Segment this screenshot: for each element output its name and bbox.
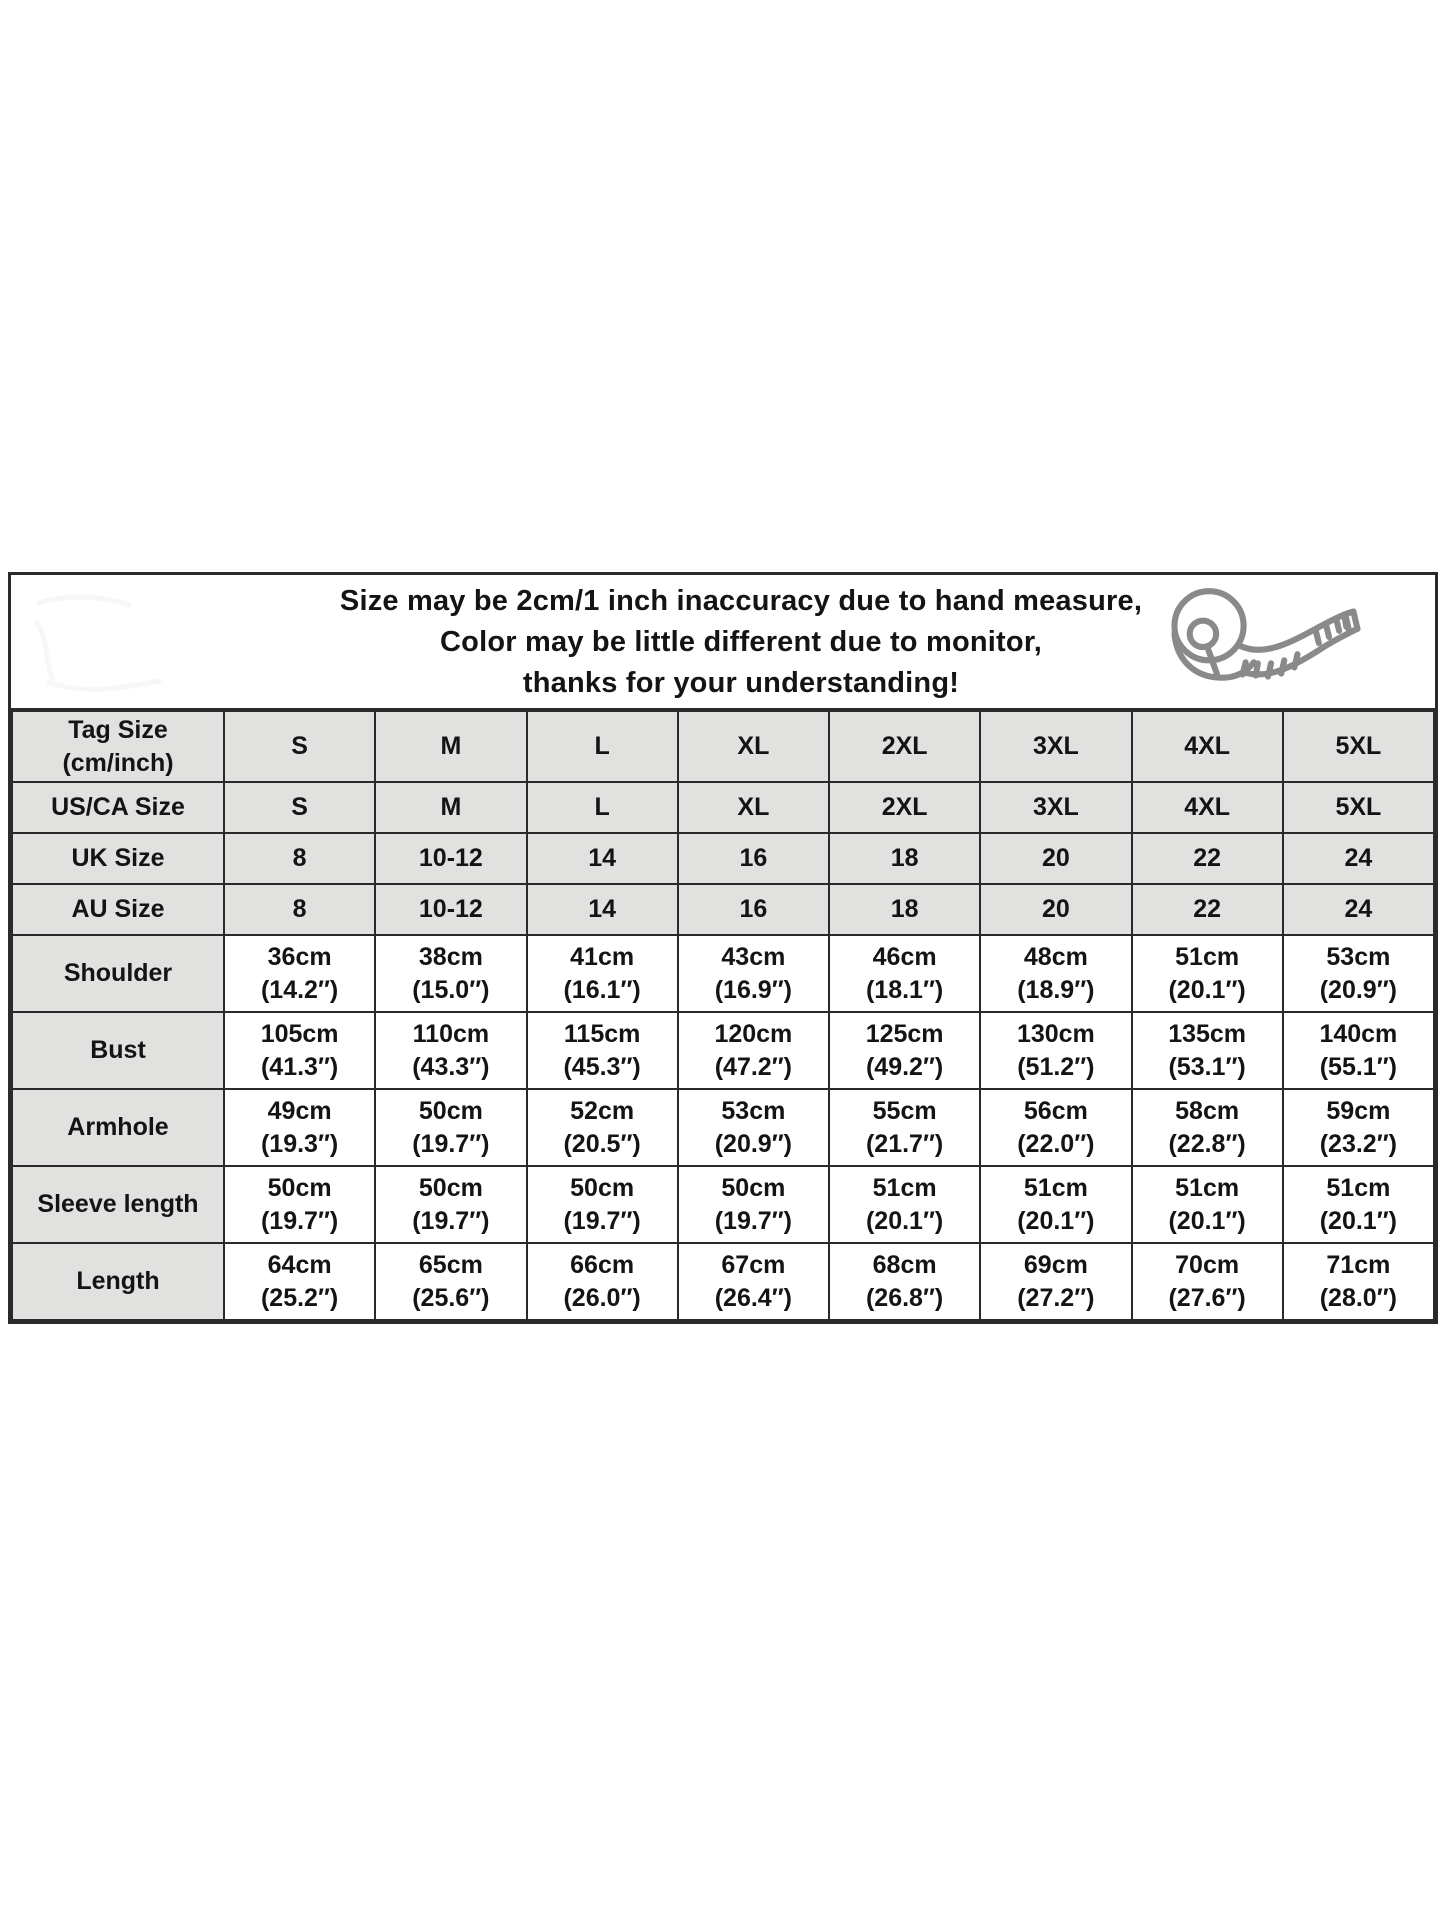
- cell-line: (15.0″): [412, 975, 490, 1004]
- cell-line: 18: [890, 844, 919, 873]
- row-label: [12, 782, 224, 833]
- cell-line: (28.0″): [1319, 1283, 1398, 1312]
- cell-line: 59cm: [1326, 1097, 1391, 1125]
- cell-line: (26.4″): [714, 1283, 793, 1312]
- row-label: [12, 884, 224, 935]
- cell-line: 8: [292, 895, 307, 924]
- table-cell: [224, 782, 375, 833]
- table-cell: [678, 1089, 829, 1166]
- row-label-line: Shoulder: [63, 959, 173, 988]
- cell-line: (19.7″): [412, 1206, 490, 1235]
- table-cell: [678, 782, 829, 833]
- cell-line: 65cm: [418, 1251, 483, 1279]
- cell-line: 50cm: [570, 1174, 635, 1202]
- table-cell: [678, 935, 829, 1012]
- table-cell: [980, 1166, 1131, 1243]
- table-cell: [678, 1243, 829, 1320]
- row-label: [12, 711, 224, 782]
- cell-line: 10-12: [418, 895, 483, 924]
- table-row: [12, 1166, 1434, 1243]
- cell-line: 5XL: [1335, 732, 1382, 761]
- size-table-body: [12, 711, 1434, 1320]
- row-label: [12, 833, 224, 884]
- table-cell: [1132, 884, 1283, 935]
- row-label-line: US/CA Size: [51, 793, 185, 822]
- cell-line: (20.9″): [1319, 975, 1398, 1004]
- cell-line: 51cm: [872, 1174, 937, 1202]
- cell-line: 50cm: [418, 1174, 483, 1202]
- cell-line: 2XL: [881, 793, 928, 822]
- table-cell: [527, 782, 678, 833]
- note-row: [11, 575, 1435, 710]
- cell-line: 5XL: [1335, 793, 1382, 822]
- table-cell: [980, 1243, 1131, 1320]
- table-cell: [375, 1166, 526, 1243]
- cell-line: 2XL: [881, 732, 928, 761]
- cell-line: (53.1″): [1168, 1052, 1246, 1081]
- row-label-line: Tag Size: [68, 716, 168, 744]
- cell-line: (16.1″): [563, 975, 641, 1004]
- table-cell: [678, 1166, 829, 1243]
- table-cell: [224, 1012, 375, 1089]
- cell-line: 24: [1344, 895, 1373, 924]
- table-cell: [527, 1243, 678, 1320]
- table-cell: [829, 1089, 980, 1166]
- table-row: [12, 1243, 1434, 1320]
- cell-line: 51cm: [1175, 943, 1240, 971]
- cell-line: 51cm: [1023, 1174, 1088, 1202]
- cell-line: (55.1″): [1319, 1052, 1398, 1081]
- table-row: [12, 833, 1434, 884]
- table-cell: [375, 1243, 526, 1320]
- cell-line: S: [291, 732, 308, 761]
- table-cell: [375, 782, 526, 833]
- cell-line: (19.7″): [563, 1206, 641, 1235]
- table-cell: [829, 782, 980, 833]
- table-cell: [829, 1012, 980, 1089]
- cell-line: 20: [1041, 895, 1070, 924]
- row-label-line: Armhole: [67, 1113, 169, 1142]
- table-cell: [224, 711, 375, 782]
- note-line-3: thanks for your understanding!: [522, 667, 960, 699]
- cell-line: (19.7″): [412, 1129, 490, 1158]
- cell-line: 135cm: [1168, 1020, 1247, 1048]
- row-label: [12, 1012, 224, 1089]
- table-cell: [1132, 1243, 1283, 1320]
- cell-line: 10-12: [418, 844, 483, 873]
- table-cell: [375, 1012, 526, 1089]
- cell-line: 41cm: [570, 943, 635, 971]
- table-cell: [527, 1012, 678, 1089]
- table-cell: [527, 833, 678, 884]
- note-line-1: Size may be 2cm/1 inch inaccuracy due to hand measure,: [339, 585, 1143, 617]
- cell-line: XL: [737, 732, 770, 761]
- table-cell: [980, 833, 1131, 884]
- cell-line: 67cm: [721, 1251, 786, 1279]
- row-label-line: AU Size: [71, 895, 165, 924]
- cell-line: 70cm: [1175, 1251, 1240, 1279]
- size-chart-panel: [8, 572, 1438, 1324]
- cell-line: 50cm: [267, 1174, 332, 1202]
- table-cell: [1283, 1089, 1434, 1166]
- table-row: [12, 782, 1434, 833]
- cell-line: 53cm: [1326, 943, 1391, 971]
- cell-line: L: [594, 732, 610, 761]
- table-row: [12, 935, 1434, 1012]
- row-label-line: Bust: [90, 1036, 146, 1065]
- row-label: [12, 1166, 224, 1243]
- cell-line: 64cm: [267, 1251, 332, 1279]
- row-label-line: Length: [76, 1267, 160, 1296]
- table-cell: [224, 884, 375, 935]
- cell-line: (19.7″): [714, 1206, 793, 1235]
- cell-line: L: [594, 793, 610, 822]
- table-cell: [1283, 782, 1434, 833]
- cell-line: (20.5″): [563, 1129, 641, 1158]
- table-cell: [829, 833, 980, 884]
- cell-line: 125cm: [865, 1020, 944, 1048]
- cell-line: 110cm: [412, 1020, 490, 1048]
- table-cell: [375, 711, 526, 782]
- table-cell: [829, 1243, 980, 1320]
- cell-line: 3XL: [1032, 793, 1079, 822]
- table-cell: [1132, 935, 1283, 1012]
- cell-line: 16: [739, 895, 768, 924]
- table-cell: [678, 711, 829, 782]
- cell-line: 48cm: [1023, 943, 1088, 971]
- cell-line: 24: [1344, 844, 1373, 873]
- table-row: [12, 1012, 1434, 1089]
- cell-line: (20.1″): [1168, 975, 1246, 1004]
- table-cell: [980, 711, 1131, 782]
- row-label: [12, 935, 224, 1012]
- cell-line: (19.7″): [260, 1206, 339, 1235]
- table-cell: [1283, 1166, 1434, 1243]
- cell-line: 18: [890, 895, 919, 924]
- cell-line: (20.1″): [1319, 1206, 1398, 1235]
- cell-line: (27.6″): [1168, 1283, 1246, 1312]
- table-cell: [980, 1089, 1131, 1166]
- row-label-line: Sleeve length: [37, 1190, 199, 1219]
- table-cell: [678, 833, 829, 884]
- table-cell: [1132, 1089, 1283, 1166]
- table-cell: [1283, 1012, 1434, 1089]
- cell-line: 51cm: [1326, 1174, 1391, 1202]
- cell-line: 66cm: [570, 1251, 635, 1279]
- cell-line: (16.9″): [714, 975, 793, 1004]
- cell-line: 56cm: [1023, 1097, 1088, 1125]
- table-cell: [678, 884, 829, 935]
- table-row: [12, 1089, 1434, 1166]
- cell-line: 130cm: [1016, 1020, 1095, 1048]
- cell-line: 55cm: [872, 1097, 937, 1125]
- cell-line: (14.2″): [260, 975, 339, 1004]
- row-label-line: (cm/inch): [62, 748, 174, 777]
- cell-line: 46cm: [872, 943, 937, 971]
- cell-line: 69cm: [1023, 1251, 1088, 1279]
- cell-line: 68cm: [872, 1251, 937, 1279]
- table-cell: [375, 935, 526, 1012]
- table-cell: [829, 884, 980, 935]
- cell-line: 49cm: [267, 1097, 332, 1125]
- table-cell: [829, 711, 980, 782]
- cell-line: 36cm: [267, 943, 332, 971]
- cell-line: XL: [737, 793, 770, 822]
- cell-line: 58cm: [1175, 1097, 1240, 1125]
- cell-line: 14: [588, 895, 617, 924]
- cell-line: M: [440, 732, 462, 761]
- row-label-line: UK Size: [71, 844, 165, 873]
- cell-line: (21.7″): [865, 1129, 944, 1158]
- table-cell: [678, 1012, 829, 1089]
- table-cell: [375, 833, 526, 884]
- cell-line: (51.2″): [1017, 1052, 1095, 1081]
- size-table: [11, 710, 1435, 1321]
- table-cell: [527, 884, 678, 935]
- cell-line: (45.3″): [563, 1052, 641, 1081]
- cell-line: 51cm: [1175, 1174, 1240, 1202]
- cell-line: 105cm: [260, 1020, 339, 1048]
- cell-line: (25.6″): [412, 1283, 490, 1312]
- cell-line: (26.0″): [563, 1283, 641, 1312]
- cell-line: 50cm: [721, 1174, 786, 1202]
- table-cell: [224, 935, 375, 1012]
- cell-line: 20: [1041, 844, 1070, 873]
- cell-line: 115cm: [563, 1020, 641, 1048]
- cell-line: (20.1″): [1017, 1206, 1095, 1235]
- table-cell: [1132, 833, 1283, 884]
- row-label: [12, 1243, 224, 1320]
- table-cell: [980, 884, 1131, 935]
- cell-line: 140cm: [1319, 1020, 1398, 1048]
- cell-line: (18.9″): [1017, 975, 1095, 1004]
- table-cell: [527, 1089, 678, 1166]
- cell-line: (22.0″): [1017, 1129, 1095, 1158]
- table-cell: [224, 1243, 375, 1320]
- cell-line: 14: [588, 844, 617, 873]
- cell-line: 3XL: [1032, 732, 1079, 761]
- table-cell: [527, 1166, 678, 1243]
- cell-line: (26.8″): [865, 1283, 944, 1312]
- cell-line: (20.1″): [865, 1206, 944, 1235]
- table-cell: [980, 935, 1131, 1012]
- cell-line: (47.2″): [714, 1052, 793, 1081]
- cell-line: 16: [739, 844, 768, 873]
- table-cell: [527, 935, 678, 1012]
- table-cell: [1283, 884, 1434, 935]
- table-cell: [224, 1089, 375, 1166]
- table-cell: [1132, 782, 1283, 833]
- cell-line: (23.2″): [1319, 1129, 1398, 1158]
- cell-line: 52cm: [570, 1097, 635, 1125]
- table-row: [12, 884, 1434, 935]
- cell-line: (22.8″): [1168, 1129, 1246, 1158]
- table-cell: [224, 833, 375, 884]
- cell-line: 43cm: [721, 943, 786, 971]
- cell-line: (18.1″): [865, 975, 944, 1004]
- cell-line: 4XL: [1184, 793, 1231, 822]
- cell-line: 4XL: [1184, 732, 1231, 761]
- table-cell: [1283, 1243, 1434, 1320]
- cell-line: 38cm: [418, 943, 483, 971]
- cell-line: (49.2″): [865, 1052, 944, 1081]
- table-cell: [829, 1166, 980, 1243]
- tape-measure-icon: [1143, 581, 1393, 703]
- table-cell: [1132, 1166, 1283, 1243]
- cell-line: 22: [1193, 895, 1222, 924]
- note-line-2: Color may be little different due to monitor,: [440, 626, 1042, 658]
- cell-line: (25.2″): [260, 1283, 339, 1312]
- cell-line: (20.1″): [1168, 1206, 1246, 1235]
- table-cell: [1283, 711, 1434, 782]
- table-cell: [1283, 935, 1434, 1012]
- table-cell: [1132, 1012, 1283, 1089]
- cell-line: 8: [292, 844, 307, 873]
- row-label: [12, 1089, 224, 1166]
- cell-line: (19.3″): [260, 1129, 339, 1158]
- table-row: [12, 711, 1434, 782]
- table-cell: [375, 884, 526, 935]
- cell-line: (43.3″): [412, 1052, 490, 1081]
- table-cell: [375, 1089, 526, 1166]
- table-cell: [527, 711, 678, 782]
- cell-line: M: [440, 793, 462, 822]
- cell-line: (27.2″): [1017, 1283, 1095, 1312]
- cell-line: 22: [1193, 844, 1222, 873]
- table-cell: [980, 782, 1131, 833]
- cell-line: (41.3″): [260, 1052, 339, 1081]
- cell-line: S: [291, 793, 308, 822]
- table-cell: [1132, 711, 1283, 782]
- table-cell: [829, 935, 980, 1012]
- table-cell: [980, 1012, 1131, 1089]
- cell-line: 53cm: [721, 1097, 786, 1125]
- cell-line: 71cm: [1326, 1251, 1391, 1279]
- cell-line: (20.9″): [714, 1129, 793, 1158]
- cell-line: 50cm: [418, 1097, 483, 1125]
- table-cell: [1283, 833, 1434, 884]
- table-cell: [224, 1166, 375, 1243]
- cell-line: 120cm: [714, 1020, 793, 1048]
